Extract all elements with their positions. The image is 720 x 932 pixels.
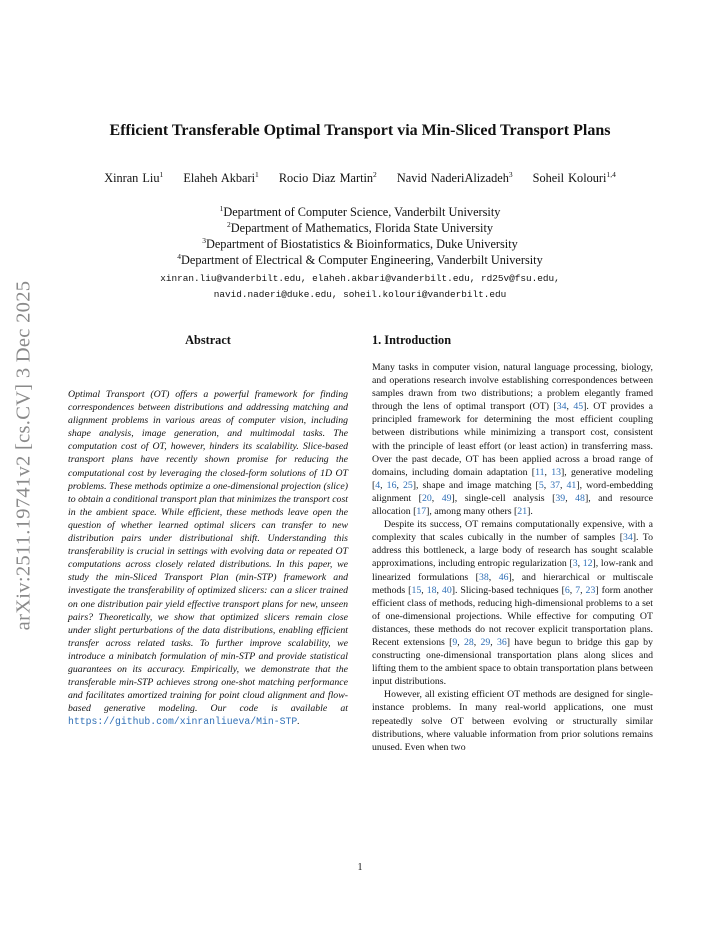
citation-link[interactable]: 41 [566,479,577,491]
citation-link[interactable]: 15 [411,584,422,596]
citation-link[interactable]: 49 [441,492,452,504]
citation-link[interactable]: 9 [452,636,458,648]
citation-link[interactable]: 38 [478,571,489,583]
author-affiliation-mark: 2 [373,169,377,179]
paragraph: Many tasks in computer vision, natural language processing, biology, and operations research involve establishing correspondences between samples drawn from two distributions; a problem elegantly framed through the lens of optimal transport (OT) [34, 45]. OT provides a principled framework for determining the most efficient coupling between distributions while minimizing a transport cost, consistent with the principle of least effort (or least action) in transferring mass. Over the past decade, OT has been applied across a broad range of domains, including domain adaptation [11, 13], generative modeling [4, 16, 25], shape and image matching [5, 37, 41], word-embedding alignment [20, 49], single-cell analysis [39, 48], and resource allocation [17], among many others [21]. [372,362,654,518]
citation-link[interactable]: 7 [575,584,581,596]
abstract-column [68,333,348,728]
author-affiliation-mark: 1,4 [606,169,616,179]
author: Soheil Kolouri$^{1,4}$ [532,169,616,185]
paragraph: Despite its success, OT remains computationally expensive, with a complexity that scales cubically in the number of samples [34]. To address this bottleneck, a large body of research has sought scalable approximations, including entropic regularization [3, 12], low-rank and linearized formulations [38, 46], and hierarchical or multiscale methods [15, 18, 40]. Slicing-based techniques [6, 7, 23] form another efficient class of methods, reducing high-dimensional problems to a set of one-dimensional projections. While effective for computing OT distances, these methods do not recover explicit transportation plans. Recent extensions [9, 28, 29, 36] have begun to bridge this gap by constructing one-dimensional transportation plans along slices and lifting them to the ambient space to obtain transportation plans between input distributions. [372,519,654,688]
citation-link[interactable]: 23 [585,584,596,596]
citation-link[interactable]: 29 [480,636,491,648]
affiliation: $^4$Department of Electrical & Computer Engineering, Vanderbilt University [177,251,543,267]
citation-link[interactable]: 16 [386,479,397,491]
arxiv-identifier [4,265,44,645]
paper-title: Efficient Transferable Optimal Transport via Min-Sliced Transport Plans [109,122,611,139]
affiliation: $^2$Department of Mathematics, Florida State University [226,219,494,235]
email-line: xinran.liu@vanderbilt.edu, elaheh.akbari@vanderbilt.edu, rd25v@fsu.edu, [160,273,560,284]
author-affiliation-mark: 1 [159,169,164,179]
citation-link[interactable]: 6 [564,584,570,596]
citation-link[interactable]: 40 [441,584,452,596]
citation-link[interactable]: 25 [402,479,413,491]
citation-link[interactable]: 46 [498,571,509,583]
citation-link[interactable]: 20 [421,492,432,504]
author-affiliation-mark: 3 [508,169,513,179]
abstract-heading: Abstract [185,333,231,347]
citation-link[interactable]: 48 [575,492,585,504]
author-emails [0,271,720,303]
citation-link[interactable]: 37 [550,479,561,491]
citation-link[interactable]: 28 [463,636,474,648]
citation-link[interactable]: 13 [551,466,562,478]
author-list [0,171,720,186]
page-number: 1 [357,862,363,873]
author: Elaheh Akbari$^1$ [183,169,259,185]
citation-link[interactable]: 4 [375,479,381,491]
introduction-heading: 1. Introduction [372,333,452,347]
citation-link[interactable]: 12 [582,558,593,570]
arxiv-identifier-text: arXiv:2511.19741v2 [cs.CV] 3 Dec 2025 [12,280,35,630]
citation-link[interactable]: 45 [573,401,584,413]
author-affiliation-mark: 1 [255,169,259,179]
code-repository-link[interactable]: https://github.com/xinranliueva/Min-STP [68,716,298,728]
abstract-text: Optimal Transport (OT) offers a powerful framework for finding correspondences between distributions and addressing matching and alignment problems in various areas of computer vision, including shape analysis, image generation, and multimodal tasks. The computation cost of OT, however, hinders its scalability. Slice-based transport plans have recently shown promise for reducing the computational cost by leveraging the closed-form solutions of 1D OT problems. These methods optimize a one-dimensional projection (slice) to obtain a conditional transport plan that minimizes the transport cost in the ambient space. While efficient, these methods leave open the question of whether learned optimal slicers can transfer to new distribution pairs under distributional shift. Understanding this transferability is crucial in settings with evolving data or repeated OT computations across closely related distributions. In this paper, we study the min-Sliced Transport Plan (min-STP) framework and investigate the transferability of optimized slicers: can a slicer trained on one distribution pair yield effective transport plans for new, unseen pairs? Theoretically, we show that optimized slicers remain close under slight perturbations of the data distributions, enabling efficient transfer across related tasks. To further improve scalability, we introduce a minibatch formulation of min-STP and provide statistical guarantees on its accuracy. Empirically, we demonstrate that the transferable min-STP achieves strong one-shot matching performance and facilitates amortized training for point cloud alignment and flow-based generative modeling. Our code is available at https://github.com/xinranliueva/Min-STP. [68,389,348,728]
citation-link[interactable]: 3 [572,558,578,570]
citation-link[interactable]: 34 [622,532,633,544]
citation-link[interactable]: 5 [538,479,544,491]
citation-link[interactable]: 34 [556,401,567,413]
affiliation: $^3$Department of Biostatistics & Bioinformatics, Duke University [202,235,518,251]
citation-link[interactable]: 11 [535,466,545,478]
citation-link[interactable]: 17 [416,506,427,518]
affiliation-list [0,204,720,268]
introduction-column [372,333,653,754]
author: Rocio Diaz Martin$^2$ [278,169,377,185]
introduction-text [372,361,653,754]
citation-link[interactable]: 21 [517,506,528,518]
affiliation: $^1$Department of Computer Science, Vanderbilt University [219,203,501,219]
citation-link[interactable]: 18 [426,584,437,596]
email-line: navid.naderi@duke.edu, soheil.kolouri@vanderbilt.edu [213,289,507,300]
author: Xinran Liu$^1$ [104,169,164,185]
citation-link[interactable]: 36 [496,636,507,648]
author: Navid NaderiAlizadeh$^3$ [396,169,513,185]
citation-link[interactable]: 39 [555,492,566,504]
paragraph: However, all existing efficient OT methods are designed for single-instance problems. In many real-world applications, one must repeatedly solve OT between evolving or structurally similar distributions, where valuable information from prior solutions remains unused. Even when two [372,689,653,753]
